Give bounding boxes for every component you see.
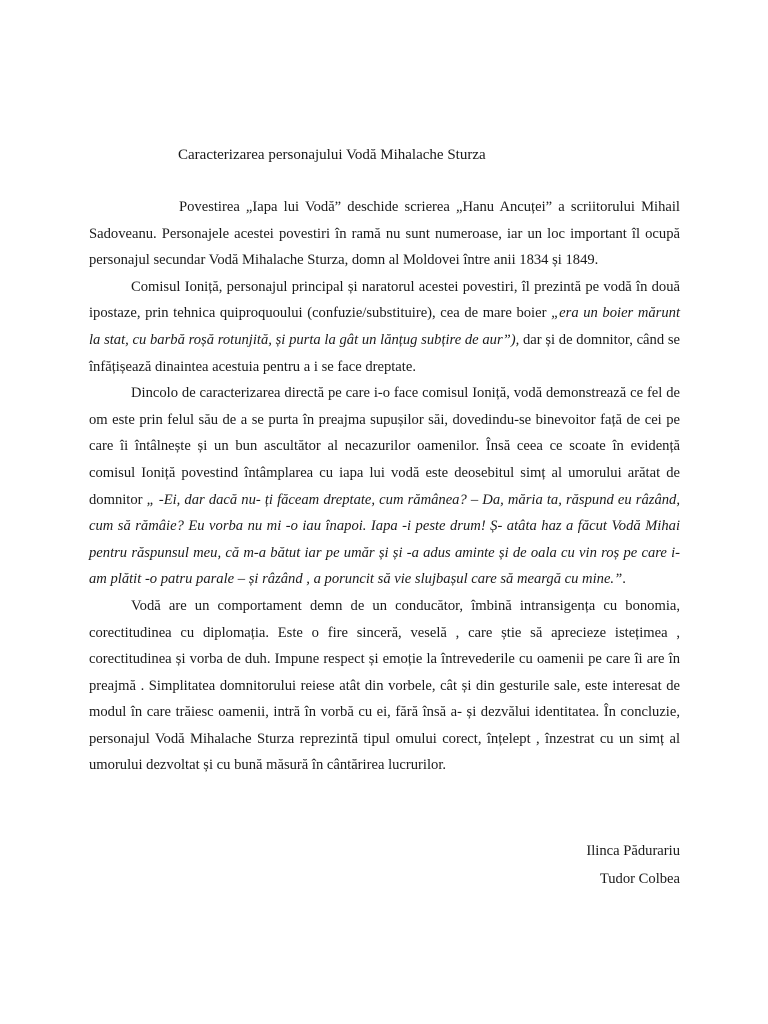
author-name: Tudor Colbea: [599, 871, 680, 887]
paragraph-3-text: Dincolo de caracterizarea directă pe care i-o face comisul Ioniță, vodă demonstrează ce fel de om este prin felul său de a se purta în preajma supușilor săi, dovedindu-se binevoitor față de cei pe care îi întâlnește și un bun ascultător al necazurilor oamenilor. Însă ceea ce scoate în evidență comisul Ioniță povestind întâmplarea cu iapa lui vodă este deosebitul simț al umorului arătat de domnitor: [89, 385, 680, 508]
document-title: Caracterizarea personajului Vodă Mihalache Sturza: [178, 147, 486, 163]
document-body: [89, 194, 680, 779]
paragraph-2-text: Comisul Ioniță, personajul principal și naratorul acestei povestiri, îl prezintă pe vodă în două ipostaze, prin tehnica quiproquoului (confuzie/substituire), cea de mare boier: [89, 278, 680, 322]
paragraph-3-italic-quote: „ -Ei, dar dacă nu- ți făceam dreptate, cum rămânea? – Da, măria ta, răspund eu râzând, cum să rămâie? Eu vorba nu mi -o iau înapoi. Iapa -i peste drum! Ș- atâta haz a făcut Vodă Mihai pentru răspunsul meu, că m-a bătut iar pe umăr și și -a adus aminte și de oala cu vin roș pe care i-am plătit -o patru parale – și râzând , a poruncit să vie slujbașul care să meargă cu mine.”: [89, 491, 680, 588]
paragraph-4-text: Vodă are un comportament demn de un conducător, îmbină intransigența cu bonomia, corectitudinea cu diplomația. Este o fire sinceră, veselă , care știe să aprecieze istețimea , corectitudinea și vorba de duh. Impune respect și emoție la întrevederile cu oamenii pe care îi are în preajmă . Simplitatea domnitorului reiese atât din vorbele, cât și din gesturile sale, este interesat de modul în care trăiesc oamenii, intră în vorbă cu ei, fără însă a- și dezvălui identitatea. În concluzie, personajul Vodă Mihalache Sturza reprezintă tipul omului corect, înțelept , înzestrat cu un simț al umorului dezvoltat și cu bună măsură în cântărirea lucrurilor.: [89, 597, 680, 774]
paragraph-3: [89, 380, 680, 593]
paragraph-3-text-after: .: [622, 571, 626, 588]
paragraph-2: [89, 274, 680, 380]
paragraph-4: [89, 593, 680, 779]
paragraph-1: [89, 194, 680, 274]
paragraph-1-text: Povestirea „Iapa lui Vodă” deschide scrierea „Hanu Ancuței” a scriitorului Mihail Sadoveanu. Personajele acestei povestiri în ramă nu sunt numeroase, iar un loc important îl ocupă personajul secundar Vodă Mihalache Sturza, domn al Moldovei între anii 1834 și 1849.: [89, 199, 680, 269]
author-name: Ilinca Pădurariu: [586, 843, 680, 859]
paragraph-2-italic-quote: „era un boier mărunt la stat, cu barbă roșă rotunjită, și purta la gât un lănțug subțire de aur”),: [89, 305, 681, 348]
paragraph-2-text-after: dar și de domnitor, când se înfățișează dinaintea acestuia pentru a i se face dreptate.: [89, 331, 680, 375]
